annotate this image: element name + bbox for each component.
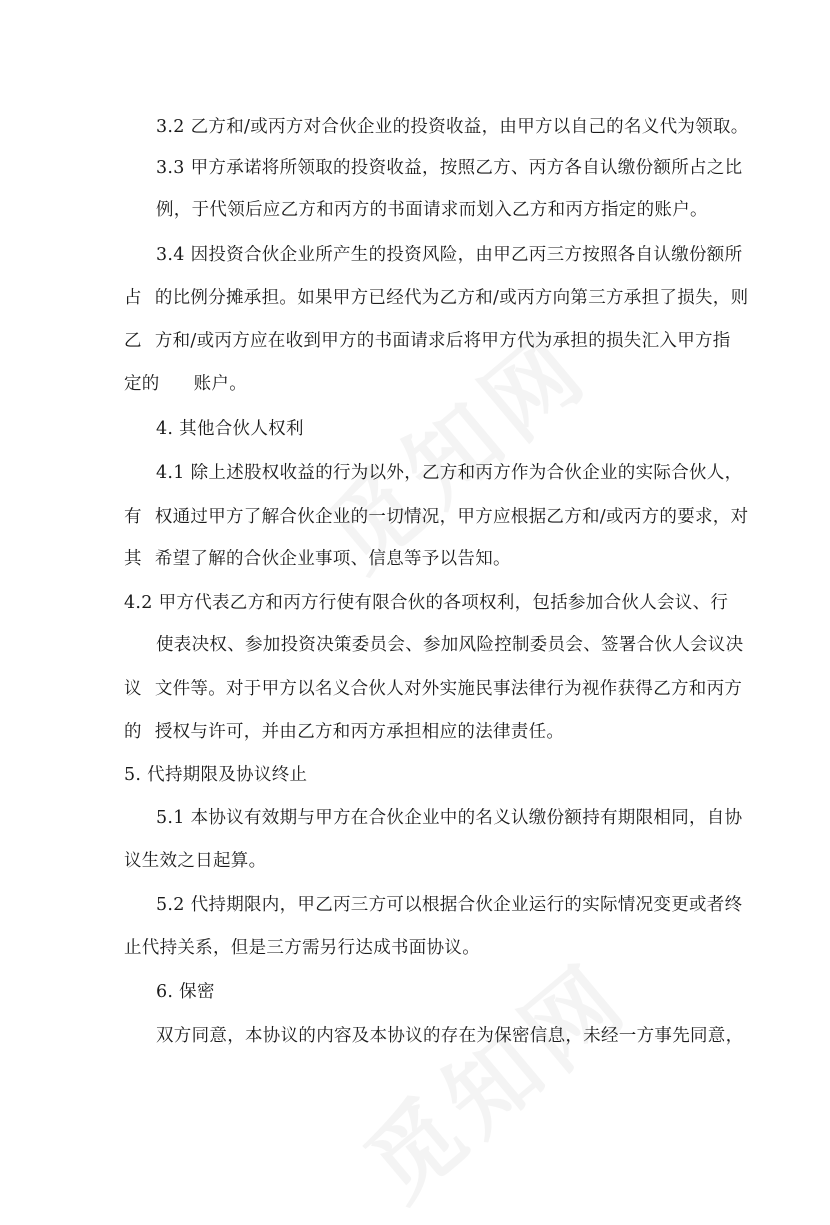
line-text: 授权与许可，并由乙方和丙方承担相应的法律责任。 — [154, 722, 565, 742]
line-text: 文件等。对于甲方以名义合伙人对外实施民事法律行为视作获得乙方和丙方 — [154, 679, 743, 699]
line-lead-char: 有 — [124, 507, 142, 527]
line-lead-char: 乙 — [124, 331, 142, 351]
para-3-4-line-4 — [124, 372, 247, 396]
line-text: 的比例分摊承担。如果甲方已经代为乙方和/或丙方向第三方承担了损失，则 — [154, 288, 749, 308]
section-4-heading: 4. 其他合伙人权利 — [156, 419, 304, 439]
para-6-line-1: 双方同意，本协议的内容及本协议的存在为保密信息，未经一方事先同意， — [156, 1026, 744, 1046]
line-text: 权通过甲方了解合伙企业的一切情况，甲方应根据乙方和/或丙方的要求，对 — [154, 507, 749, 527]
para-4-2-line-1: 4.2 甲方代表乙方和丙方行使有限合伙的各项权利，包括参加合伙人会议、行 — [124, 593, 729, 613]
para-3-2: 3.2 乙方和/或丙方对合伙企业的投资收益，由甲方以自己的名义代为领取。 — [156, 117, 749, 137]
line-lead-char: 其 — [124, 549, 142, 569]
line-lead-char: 议 — [124, 679, 142, 699]
para-3-3-line-1: 3.3 甲方承诺将所领取的投资收益，按照乙方、丙方各自认缴份额所占之比 — [156, 158, 743, 178]
para-4-1-line-2 — [124, 505, 748, 529]
line-text: 账户。 — [193, 374, 248, 394]
line-text: 希望了解的合伙企业事项、信息等予以告知。 — [154, 549, 511, 569]
line-lead-char: 的 — [124, 722, 142, 742]
para-5-1-line-1: 5.1 本协议有效期与甲方在合伙企业中的名义认缴份额持有期限相同，自协 — [156, 808, 743, 828]
para-4-2-line-4 — [124, 720, 564, 744]
para-4-2-line-3 — [124, 677, 742, 701]
para-5-1-line-2: 议生效之日起算。 — [124, 851, 267, 871]
line-text: 方和/或丙方应在收到甲方的书面请求后将甲方代为承担的损失汇入甲方指 — [154, 331, 731, 351]
section-6-heading: 6. 保密 — [156, 982, 215, 1002]
para-5-2-line-2: 止代持关系，但是三方需另行达成书面协议。 — [124, 938, 480, 958]
para-5-2-line-1: 5.2 代持期限内，甲乙丙三方可以根据合伙企业运行的实际情况变更或者终 — [156, 895, 743, 915]
para-3-4-line-1: 3.4 因投资合伙企业所产生的投资风险，由甲乙丙三方按照各自认缴份额所 — [156, 245, 743, 265]
line-lead-char: 占 — [124, 288, 142, 308]
para-4-1-line-3 — [124, 547, 511, 571]
para-3-3-line-2: 例，于代领后应乙方和丙方的书面请求而划入乙方和丙方指定的账户。 — [156, 200, 708, 220]
para-4-2-line-2: 使表决权、参加投资决策委员会、参加风险控制委员会、签署合伙人会议决 — [156, 635, 744, 655]
line-lead-char: 定的 — [124, 374, 160, 394]
section-5-heading: 5. 代持期限及协议终止 — [124, 765, 308, 785]
para-4-1-line-1: 4.1 除上述股权收益的行为以外，乙方和丙方作为合伙企业的实际合伙人， — [156, 463, 743, 483]
para-3-4-line-2 — [124, 286, 748, 310]
watermark — [333, 927, 652, 1225]
para-3-4-line-3 — [124, 329, 731, 353]
